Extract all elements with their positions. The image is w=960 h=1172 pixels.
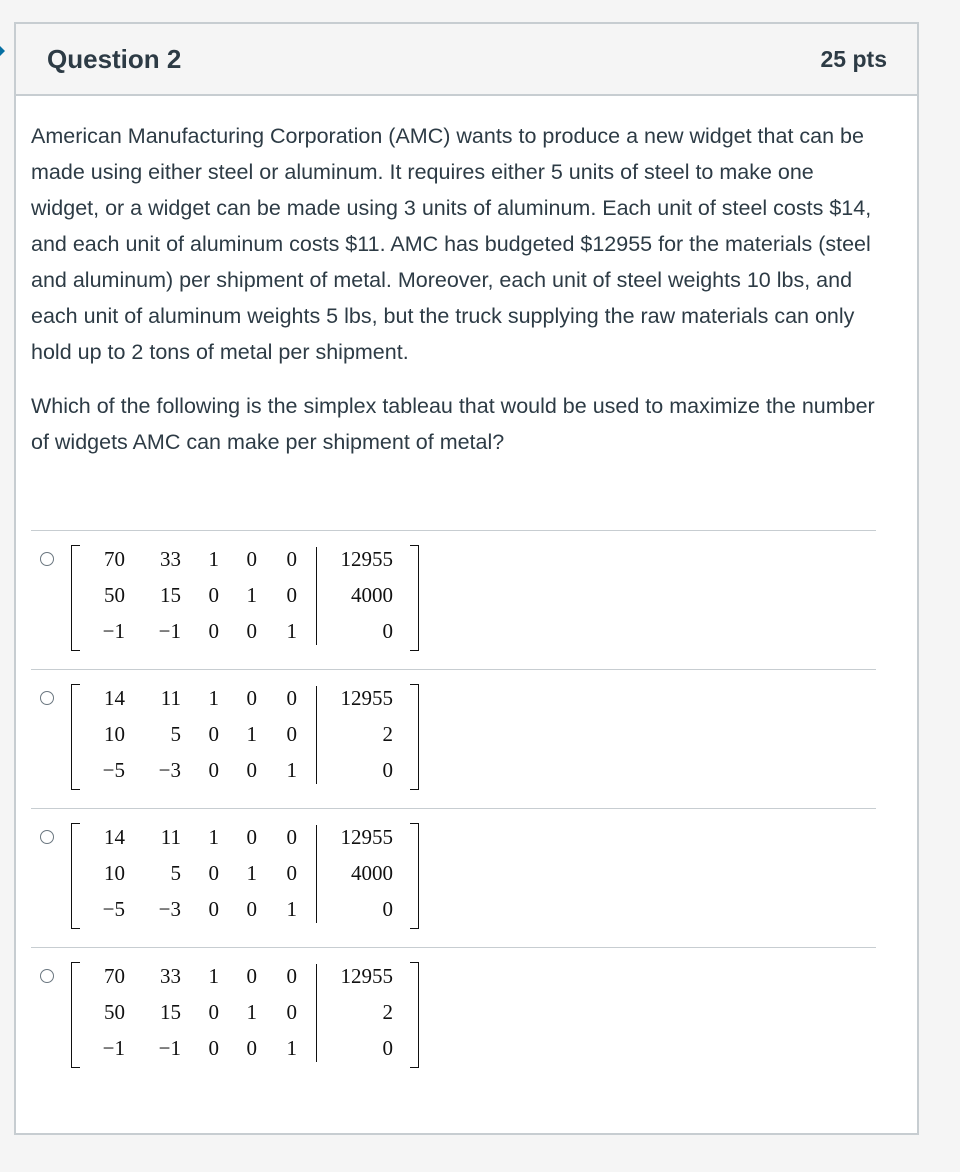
answer-option-1[interactable] (31, 530, 876, 669)
question-points: 25 pts (820, 46, 887, 72)
question-header (16, 24, 917, 96)
matrix-cell: −3 (158, 758, 181, 782)
tableau-matrix (71, 962, 419, 1070)
radio-button[interactable] (40, 552, 54, 566)
matrix-cell: 11 (160, 686, 181, 710)
matrix-cell: 0 (246, 619, 257, 643)
answer-list (31, 530, 876, 1088)
matrix-cell: 0 (208, 897, 219, 921)
matrix-cell: 0 (286, 686, 297, 710)
matrix-cell: 70 (104, 964, 125, 988)
matrix-cell: 5 (170, 861, 181, 885)
matrix-cell: −5 (102, 897, 125, 921)
matrix-cell: 12955 (340, 547, 393, 571)
right-bracket (410, 545, 419, 651)
matrix-cell: 1 (286, 758, 297, 782)
left-bracket (71, 823, 80, 929)
matrix-cell: 0 (286, 861, 297, 885)
matrix-cell: 1 (246, 583, 257, 607)
matrix-cell: 10 (104, 861, 125, 885)
matrix-cell: 50 (104, 583, 125, 607)
right-bracket (410, 684, 419, 790)
matrix-cell: 0 (208, 722, 219, 746)
matrix-cell: 0 (286, 825, 297, 849)
matrix-cell: 0 (208, 861, 219, 885)
matrix-cell: 1 (208, 547, 219, 571)
matrix-cell: 14 (104, 825, 125, 849)
matrix-cell: 5 (170, 722, 181, 746)
matrix-cell: 0 (286, 547, 297, 571)
matrix-cell: 1 (286, 619, 297, 643)
matrix-cell: −5 (102, 758, 125, 782)
matrix-cell: 0 (286, 964, 297, 988)
radio-button[interactable] (40, 830, 54, 844)
matrix-cell: 2 (382, 722, 393, 746)
augment-divider (316, 964, 317, 1062)
matrix-cell: 0 (382, 897, 393, 921)
matrix-cell: 4000 (351, 861, 393, 885)
augment-divider (316, 686, 317, 784)
matrix-cell: 0 (208, 583, 219, 607)
matrix-cell: 1 (208, 964, 219, 988)
matrix-cell: 0 (382, 619, 393, 643)
matrix-cell: 0 (208, 758, 219, 782)
answer-option-3[interactable] (31, 808, 876, 947)
matrix-cell: 0 (246, 897, 257, 921)
matrix-cell: 0 (286, 1000, 297, 1024)
matrix-cell: 0 (246, 758, 257, 782)
matrix-cell: 33 (160, 964, 181, 988)
matrix-cell: −1 (158, 1036, 181, 1060)
right-bracket (410, 962, 419, 1068)
matrix-cell: 0 (382, 1036, 393, 1060)
matrix-cell: 0 (286, 722, 297, 746)
tableau-matrix (71, 684, 419, 792)
matrix-cell: 0 (208, 1036, 219, 1060)
matrix-cell: 1 (246, 1000, 257, 1024)
question-title: Question 2 (47, 44, 182, 74)
matrix-cell: 12955 (340, 964, 393, 988)
matrix-cell: 12955 (340, 825, 393, 849)
matrix-cell: 14 (104, 686, 125, 710)
matrix-cell: 0 (246, 964, 257, 988)
matrix-cell: 70 (104, 547, 125, 571)
matrix-cell: 33 (160, 547, 181, 571)
augment-divider (316, 547, 317, 645)
matrix-cell: −1 (158, 619, 181, 643)
matrix-cell: −1 (102, 619, 125, 643)
matrix-cell: 0 (208, 619, 219, 643)
matrix-cell: 0 (382, 758, 393, 782)
radio-button[interactable] (40, 691, 54, 705)
matrix-cell: 15 (160, 1000, 181, 1024)
right-bracket (410, 823, 419, 929)
answer-option-4[interactable] (31, 947, 876, 1088)
matrix-cell: 2 (382, 1000, 393, 1024)
question-prompt: Which of the following is the simplex tableau that would be used to maximize the number of widgets AMC can make per shipment of metal? (31, 394, 875, 454)
matrix-cell: 12955 (340, 686, 393, 710)
question-indicator-icon (0, 46, 5, 56)
matrix-cell: 1 (286, 1036, 297, 1060)
matrix-cell: 1 (246, 861, 257, 885)
matrix-cell: −3 (158, 897, 181, 921)
left-bracket (71, 684, 80, 790)
left-bracket (71, 545, 80, 651)
matrix-cell: 50 (104, 1000, 125, 1024)
tableau-matrix (71, 823, 419, 931)
matrix-cell: 10 (104, 722, 125, 746)
matrix-cell: 1 (246, 722, 257, 746)
matrix-cell: −1 (102, 1036, 125, 1060)
answer-option-2[interactable] (31, 669, 876, 808)
matrix-cell: 15 (160, 583, 181, 607)
tableau-matrix (71, 545, 419, 653)
question-text (31, 118, 876, 460)
matrix-cell: 0 (246, 1036, 257, 1060)
matrix-cell: 4000 (351, 583, 393, 607)
question-paragraph: American Manufacturing Corporation (AMC) wants to produce a new widget that can be made using either steel or aluminum. It requires either 5 units of steel to make one widget, or a widget can be made using 3 units of aluminum. Each unit of steel costs $14, and each unit of aluminum costs $11. AMC has budgeted $12955 for the materials (steel and aluminum) per shipment of metal. Moreover, each unit of steel weights 10 lbs, and each unit of aluminum weights 5 lbs, but the truck supplying the raw materials can only hold up to 2 tons of metal per shipment. (31, 124, 872, 364)
matrix-cell: 1 (208, 825, 219, 849)
matrix-cell: 0 (246, 547, 257, 571)
matrix-cell: 1 (208, 686, 219, 710)
matrix-cell: 0 (246, 825, 257, 849)
radio-button[interactable] (40, 969, 54, 983)
matrix-cell: 0 (286, 583, 297, 607)
augment-divider (316, 825, 317, 923)
matrix-cell: 0 (246, 686, 257, 710)
matrix-cell: 0 (208, 1000, 219, 1024)
matrix-cell: 11 (160, 825, 181, 849)
matrix-cell: 1 (286, 897, 297, 921)
left-bracket (71, 962, 80, 1068)
